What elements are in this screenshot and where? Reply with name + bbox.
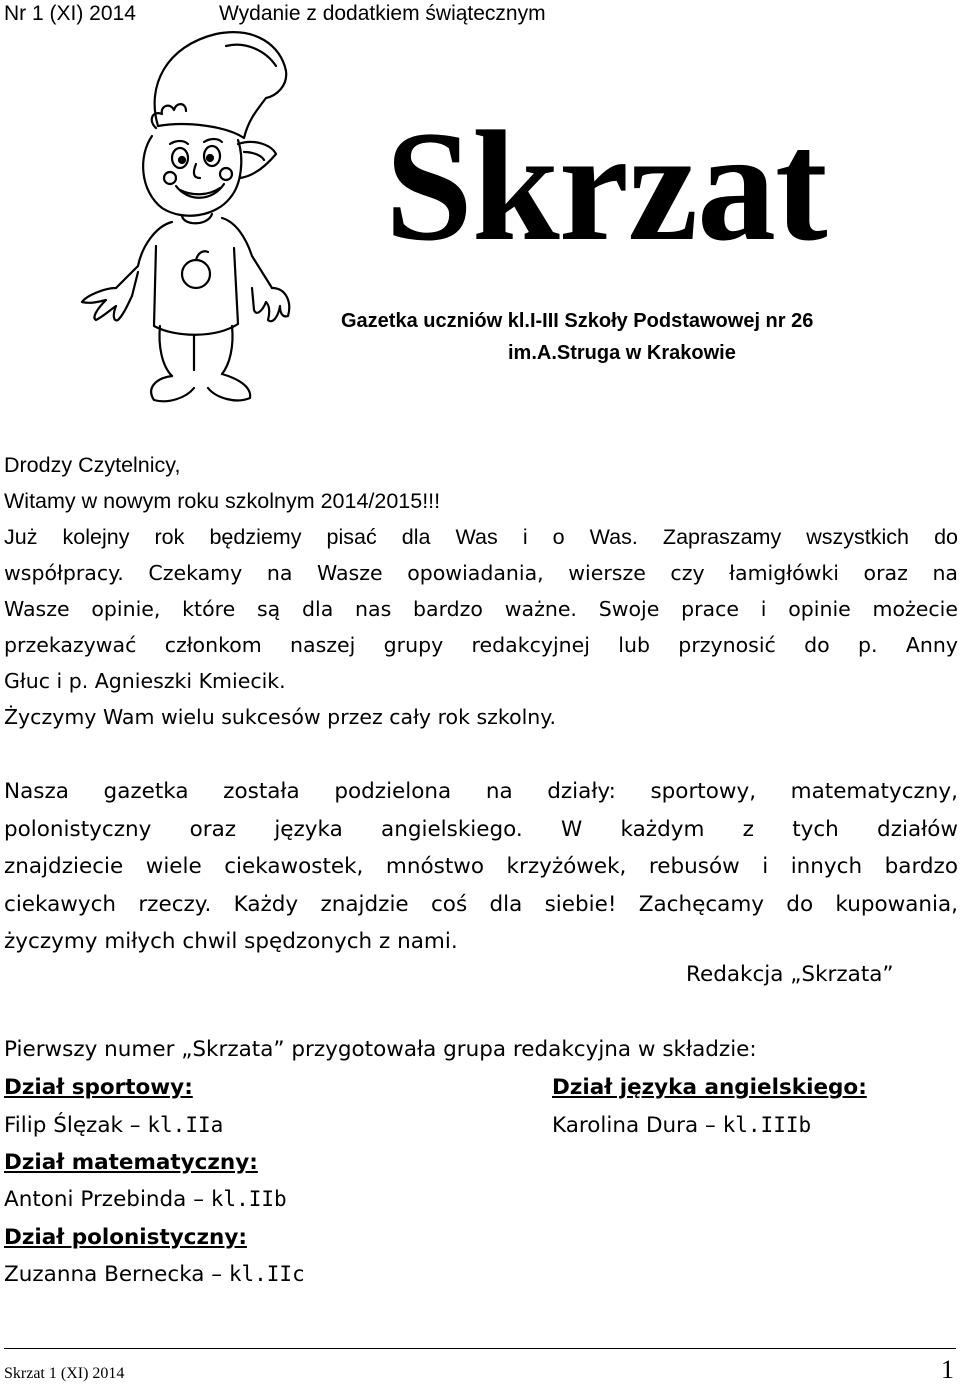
masthead-subtitle-line2: im.A.Struga w Krakowie <box>508 342 736 364</box>
about-line: znajdziecie wiele ciekawostek, mnóstwo krzyżówek, rebusów i innych bardzo <box>4 854 958 879</box>
page-number: 1 <box>941 1355 954 1384</box>
member-name: Karolina Dura – <box>552 1113 723 1138</box>
editorial-signature: Redakcja „Skrzata” <box>686 962 894 987</box>
about-line: ciekawych rzeczy. Każdy znajdzie coś dla siebie! Zachęcamy do kupowania, <box>4 891 958 917</box>
footer-issue: Skrzat 1 (XI) 2014 <box>4 1365 125 1382</box>
greeting-line: Witamy w nowym roku szkolnym 2014/2015!!! <box>4 489 441 513</box>
dept-sport-heading: Dział sportowy: <box>4 1075 193 1100</box>
member-class: kl.IIIb <box>722 1113 812 1137</box>
dept-polish-member <box>4 1262 305 1287</box>
greeting-line: Drodzy Czytelnicy, <box>4 453 181 477</box>
member-class: kl.IIc <box>228 1262 305 1286</box>
elf-illustration <box>76 26 296 406</box>
dept-math-heading: Dział matematyczny: <box>4 1150 258 1175</box>
dept-polish-heading: Dział polonistyczny: <box>4 1225 247 1250</box>
issue-number: Nr 1 (XI) 2014 <box>4 2 136 25</box>
member-name: Filip Ślęzak – <box>4 1113 148 1138</box>
about-line: życzymy miłych chwil spędzonych z nami. <box>4 929 458 954</box>
greeting-line: Już kolejny rok będziemy pisać dla Was i o Was. Zapraszamy wszystkich do <box>4 525 958 549</box>
about-line: polonistyczny oraz języka angielskiego. W każdym z tych działów <box>4 816 958 842</box>
dept-sport-member <box>4 1113 223 1138</box>
dept-english-member <box>552 1113 811 1138</box>
greeting-line: współpracy. Czekamy na Wasze opowiadania, wiersze czy łamigłówki oraz na <box>4 561 958 585</box>
footer-divider <box>4 1348 956 1349</box>
masthead-title: Skrzat <box>385 99 827 274</box>
edition-note: Wydanie z dodatkiem świątecznym <box>219 2 546 25</box>
about-line: Nasza gazetka została podzielona na działy: sportowy, matematyczny, <box>4 779 958 804</box>
greeting-paragraph <box>4 447 958 735</box>
member-name: Zuzanna Bernecka – <box>4 1262 229 1287</box>
member-class: kl.IIa <box>147 1113 224 1137</box>
greeting-line: Wasze opinie, które są dla nas bardzo ważne. Swoje prace i opinie możecie <box>4 597 958 621</box>
dept-math-member <box>4 1187 287 1212</box>
greeting-line: Głuc i p. Agnieszki Kmiecik. <box>4 669 286 693</box>
about-paragraph <box>4 773 958 961</box>
member-name: Antoni Przebinda – <box>4 1187 211 1212</box>
masthead-subtitle-line1: Gazetka uczniów kl.I-III Szkoły Podstawowej nr 26 <box>341 310 814 332</box>
dept-english-heading: Dział języka angielskiego: <box>552 1075 867 1100</box>
greeting-line: Życzymy Wam wielu sukcesów przez cały rok szkolny. <box>4 705 557 729</box>
team-intro: Pierwszy numer „Skrzata” przygotowała grupa redakcyjna w składzie: <box>4 1037 757 1062</box>
member-class: kl.IIb <box>210 1187 287 1211</box>
greeting-line: przekazywać członkom naszej grupy redakcyjnej lub przynosić do p. Anny <box>4 633 958 657</box>
